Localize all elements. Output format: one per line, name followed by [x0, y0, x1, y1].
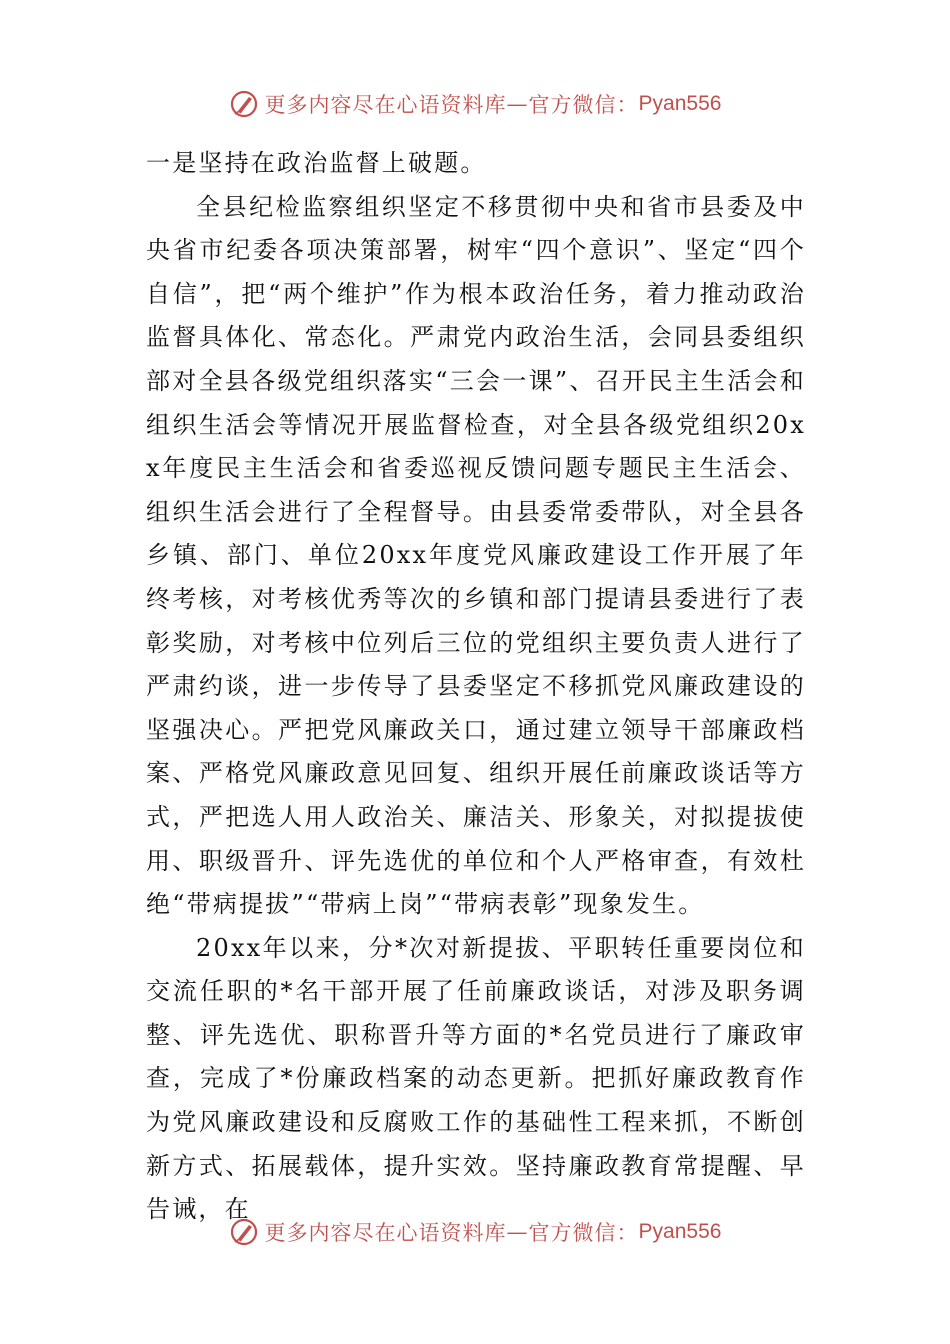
watermark-text: 更多内容尽在心语资料库 [264, 93, 507, 117]
paragraph-2: 20xx年以来，分*次对新提拔、平职转任重要岗位和交流任职的*名干部开展了任前廉政谈话，对涉及职务调整、评先选优、职称晋升等方面的*名党员进行了廉政审查，完成了*份廉政档案的动态更新。把抓好廉政教育作为党风廉政建设和反腐败工作的基础性工程来抓，不断创新方式、拓展载体，提升实效。坚持廉政教育常提醒、早告诫，在 [146, 933, 806, 1224]
section-heading: 一是坚持在政治监督上破题。 [146, 149, 487, 177]
watermark-id: Pyan556 [638, 1220, 722, 1243]
document-body [146, 142, 806, 1232]
watermark-banner-bottom [0, 1212, 950, 1252]
watermark-separator: — [506, 1220, 529, 1244]
watermark-contact: 官方微信： [528, 93, 639, 117]
watermark-separator: — [506, 92, 529, 116]
watermark-id: Pyan556 [638, 92, 722, 115]
pen-logo-icon [229, 89, 259, 119]
pen-logo-icon [229, 1217, 259, 1247]
watermark-text: 更多内容尽在心语资料库 [264, 1221, 507, 1245]
watermark-banner-top [0, 84, 950, 124]
watermark-contact: 官方微信： [528, 1221, 639, 1245]
paragraph-1: 全县纪检监察组织坚定不移贯彻中央和省市县委及中央省市纪委各项决策部署，树牢“四个意识”、坚定“四个自信”，把“两个维护”作为根本政治任务，着力推动政治监督具体化、常态化。严肃党内政治生活，会同县委组织部对全县各级党组织落实“三会一课”、召开民主生活会和组织生活会等情况开展监督检查，对全县各级党组织20xx年度民主生活会和省委巡视反馈问题专题民主生活会、组织生活会进行了全程督导。由县委常委带队，对全县各乡镇、部门、单位20xx年度党风廉政建设工作开展了年终考核，对考核优秀等次的乡镇和部门提请县委进行了表彰奖励，对考核中位列后三位的党组织主要负责人进行了严肃约谈，进一步传导了县委坚定不移抓党风廉政建设的坚强决心。严把党风廉政关口，通过建立领导干部廉政档案、严格党风廉政意见回复、组织开展任前廉政谈话等方式，严把选人用人政治关、廉洁关、形象关，对拟提拔使用、职级晋升、评先选优的单位和个人严格审查，有效杜绝“带病提拔”“带病上岗”“带病表彰”现象发生。 [146, 192, 806, 919]
